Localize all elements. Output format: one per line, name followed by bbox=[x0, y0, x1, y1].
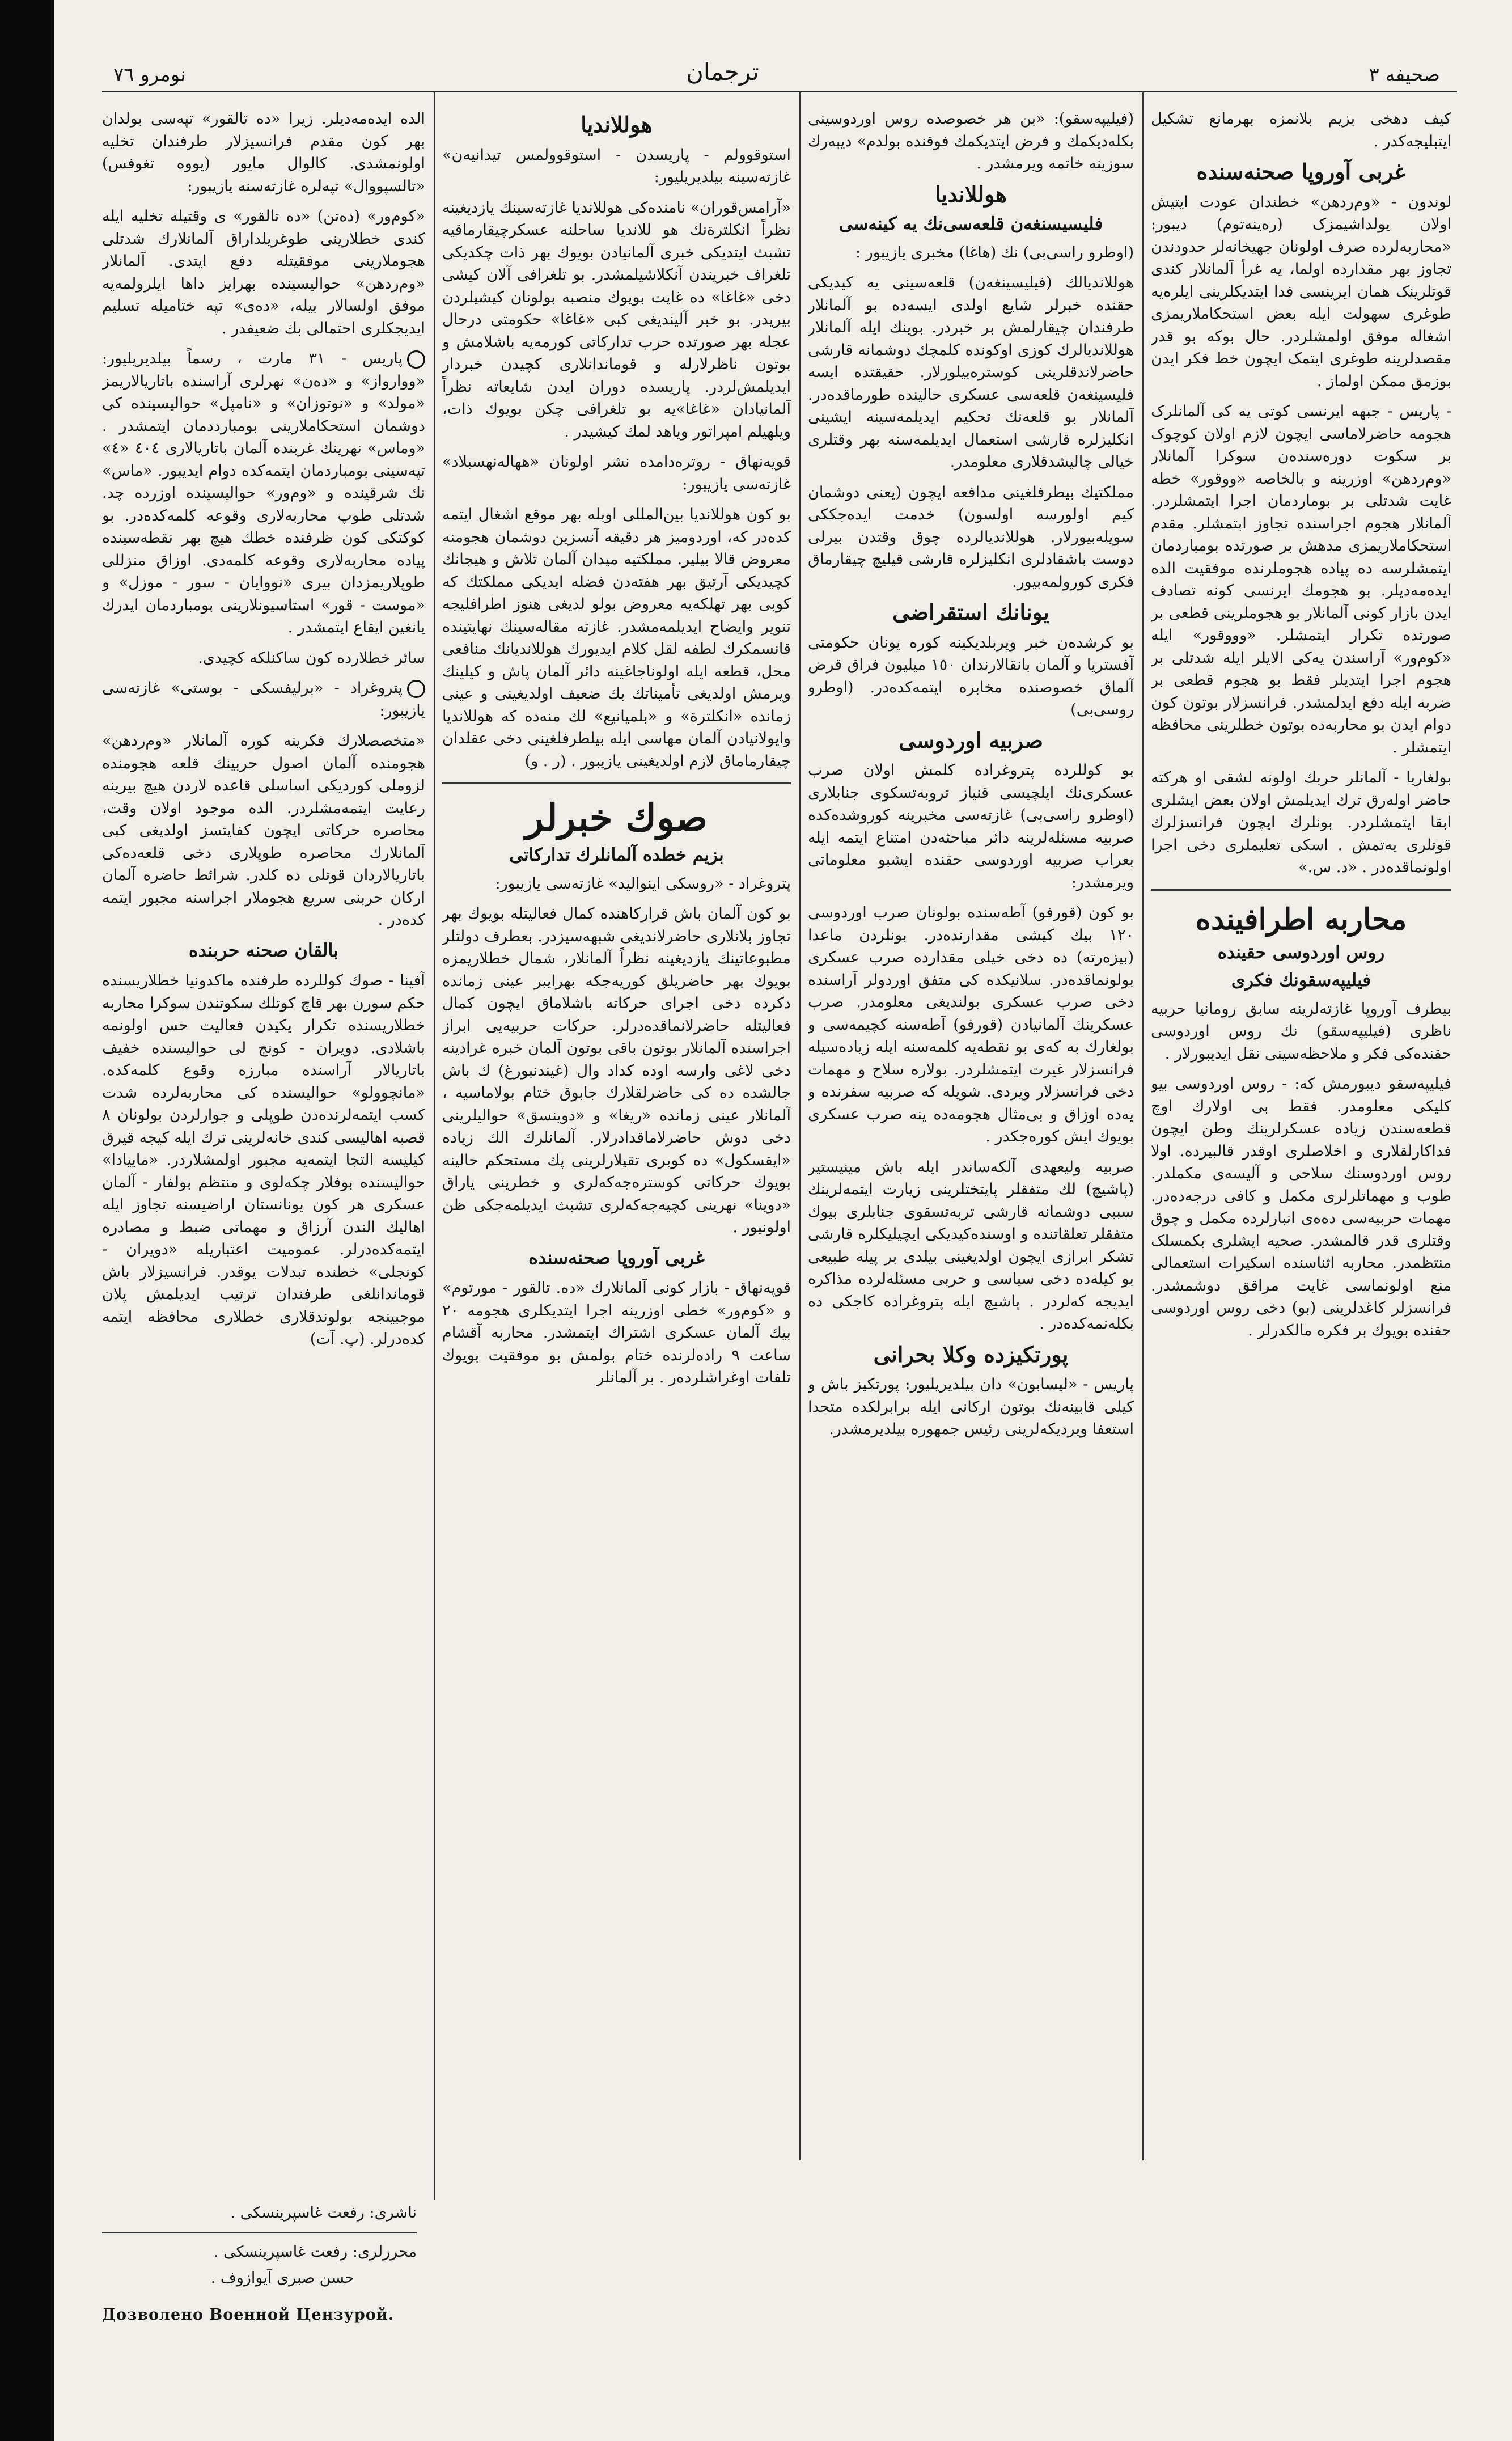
owner-label: ناشری: bbox=[369, 2204, 417, 2222]
section-divider bbox=[442, 782, 791, 784]
article-paragraph: «آرامس‌قوران» نامنده‌کی هوللاندیا غازته‌سینك یازدیغینه نظراً انکلترة‌نك هو للاندیا ساحلنه عسکرچیقارماقیه تشبث ایتدیکی خبری آلمانیادن بویوك بهر ذات چکدیکی تلغراف خبریندن آنکلاشیلمشدر. بو تلغرافی آلان کیشی دخی «غاغا» ده غایت بویوك منصبه بولونان کیشیلردن بیریدر. بو خبر آلیندیغی کبی «غاغا» حکومتی درحال عجله بهر صورتده حرب تدارکاتی کورمه‌یه باشلامش و بوتون ناظرلارله و قوماندانلاری کچیدن خبردار ایدیلمش‌لردر. پاریسده دوران ایدن شایعاته نظراً آلمانیادان «غاغا»یه بو تلغرافی چکن بویوك ذات، ویلهیلم امپراتور ویاهد لمك کیشیدر . bbox=[442, 198, 791, 441]
column-2 bbox=[808, 108, 1134, 2257]
article-paragraph bbox=[102, 348, 425, 639]
article-paragraph: لوندون - «وم‌ردهن» خطندان عودت ایتیش اولان یولداشیمزک (ره‌ینه‌توم) دیبور: «محاربه‌لرده صرف اولونان جهیخانه‌لر حدودندن تجاوز بهر مقدارده اولما، یه غرأ آلمانلار کندی قوتلرینک همان ایرینسی فدا ایتدیکلرینی ایلره‌یه طوغری سهولت ایله بعض استحکاملاریمزی اشغاله موفق اولمشلردر. حال بوکه بو قدر مقصدلرینه طوغری ایتمک ایچون خط فکر ایدن بوزمق ممکن اولماز . bbox=[1151, 193, 1451, 390]
war-subheading: فیلیپه‌سقونك فکری bbox=[1231, 970, 1371, 991]
section-heading: یونانك استقراضی bbox=[892, 599, 1049, 625]
article-paragraph: هوللاندیالك (فیلیسینغه‌ن) قلعه‌سینی یه کیدیکی حقنده خبرلر شایع اولدی ایسه‌ده بو آلمانلار طرفندان چیقارلمش بر خبردر. بوینك ایله آلمانلار هوللاندیالرك کوزی اوکونده کلمچك دوشمانه قارشی حاضرلاندقلرینی کوستره‌بیلورلار. حقیقتده ایسه فلیسینغه‌ن قلعه‌سی عسکری حالینده طورماقده‌در. آلمانلار بو قلعه‌نك تحکیم ایدیلمه‌سینه ایشینی انکلیزلره قارشی استعمال ایدیلمه‌سنه بهر وقتلری خیالی چالیشدقلاری معلومدر. bbox=[808, 274, 1134, 471]
article-paragraph: بولغاریا - آلمانلر حربك اولونه لشقی او هرکته حاضر اوله‌رق ترك ایدیلمش اولان بعض ایشلری ابقا ایتمشلردر. بونلرك ایچون فرانسزلرك قوتلری یه‌تمش . اسکی تعلیملری دخی اجرا اولونماقده‌در . «د. س.» bbox=[1151, 769, 1451, 876]
header-rule bbox=[102, 91, 1457, 92]
issue-number: نومرو ٧٦ bbox=[113, 64, 186, 86]
censorship-notice: Дозволено Военной Цензурой. bbox=[102, 2306, 395, 2324]
section-heading: هوللاندیا bbox=[935, 181, 1007, 207]
article-paragraph: (فیلیپه‌سقو): «بن هر خصوصده روس اوردوسینی بکله‌دیکمك و فرض ایتدیکمك فوقنده بولدم» دیبه‌رك سوزینه خاتمه ویرمشدر . bbox=[808, 110, 1134, 172]
column-3 bbox=[442, 108, 791, 2257]
editor-name: حسن صبری آیوازوف . bbox=[210, 2269, 354, 2287]
section-subheading: فلیسیسنغه‌ن قلعه‌سی‌نك یه کینه‌سی bbox=[838, 214, 1103, 234]
scan-black-edge bbox=[0, 0, 54, 2441]
article-paragraph: بیطرف آوروپا غازته‌لرینه سابق رومانیا حربیه ناظری (فیلیپه‌سقو) نك روس اوردوسی حقنده‌کی فکر و ملاحظه‌سینی نقل ایدیبورلار . bbox=[1151, 1000, 1451, 1063]
war-heading: محاربه اطرافینده bbox=[1195, 902, 1407, 937]
section-subheading: بزیم خطده آلمانلرك تدارکاتی bbox=[509, 845, 724, 865]
dispatch-marker-icon bbox=[407, 680, 425, 698]
article-paragraph: «متخصصلارك فکرینه کوره آلمانلار «وم‌ردهن» هجومنده آلمان اصول حربینك قلعه هجومنده لزوملی کوردیکی اساسلی قاعده لاردن هیچ بیرینه رعایت ایتمه‌مشلردر. الده موجود اولان وقت، محاصره حرکاتی ایچون کفایتسز اولدیغی کبی آلمانلارك محاصره طوپلاری دخی قلعه‌ده‌کی باتاریالاردان قوتلی ده کلدر. شرائط حاضره آلمان ارکان حربنی سریع هجوملار اجراسنه مجبور ایتمه کده‌در . bbox=[102, 732, 425, 929]
page-header bbox=[102, 51, 1451, 91]
article-paragraph: پاریس - «لیسابون» دان بیلدیریلیور: پورتکیز باش و کیلی قابینه‌نك بوتون ارکانی ایله برابرلکده متحدا استعفا ویردیکه‌لرینی رئیس جمهوره بیلدیرمشدر. bbox=[808, 1376, 1134, 1438]
section-heading: پورتکیزده وکلا بحرانی bbox=[873, 1341, 1069, 1367]
column-4 bbox=[102, 108, 425, 2183]
latest-news-heading: صوك خبرلر bbox=[525, 796, 708, 840]
article-paragraph: سائر خطلارده کون ساکنلکه کچیدی. bbox=[198, 649, 425, 667]
column-rule bbox=[434, 91, 435, 2200]
article-paragraph: استوقوولم - پاریسدن - استوقوولمس تیدانیه‌ن» غازته‌سینه بیلدیریلیور: bbox=[442, 146, 791, 186]
article-paragraph: بو کون (قورفو) آطه‌سنده بولونان صرب اوردوسی ١٢٠ بیك کیشی مقدارنده‌در. بونلردن ماعدا (بیزه‌رته) ده دخی خیلی مقدارده صرب عسکری بولونماقده‌در. سلانیکده کی متفق اوردولر آراسنده دخی صرب عسکری بولندیغی معلومدر. صرب عسکرینك آلمانیادن (قورفو) آطه‌سنه کچیمه‌سی و بولغارك به که‌ی بو نقطه‌یه کلمه‌سنه ایله زیاده‌سیله فرانسزلار غیرت ایتمشلردر. بولاره سلاح و مهمات دخی فرانسزلار ویردی. شویله که صربیه سفرنده و یه‌ده اوزاق و بی‌مثال هجومه‌ده ینه صرب عسکری بویوك ایش کوره‌جکدر . bbox=[808, 904, 1134, 1145]
article-paragraph: بو کون هوللاندیا بین‌المللی اوبله بهر موقع اشغال ایتمه کده‌در که، اوردومیز هر دقیقه آنسزین دوشمان هجومنه معروض قالا بیلیر. مملکتیه میدان آلمان تلاش و هیجانك کچیدیکی آرتیق بهر هفته‌دن فضله ایدیکی مملکتك که کوبی بهر تهلکه‌یه معروض بولو لدیغی هنوز اطرافلیجه تنویر وایضاح ایدیلمه‌مشدر. غازته مقاله‌سینك نهایتینده قانسمکرك لطفه لقل کلام ایدیورك هوللاندیانك منافعی محل، قطعه ایله اولوناجاغینه دائر آلمان پاش و کیلینك ویرمش اولدیغی تأمیناتك بك ضعیف اولدیغینی و عینی زمانده «انکلترة» و «بلمیانیع» لك منه‌ده که هوللاندیا وایولانیادن آلمان مهاسی ایله بیلطرفلغینی دخی عقلدان چیقارماماق لازم اولدیغینی یازیبور . (ر . و) bbox=[442, 506, 791, 770]
article-paragraph: بو کوللرده پتروغراده کلمش اولان صرب عسکری‌نك ایلچیسی قنیاز تروبه‌تسکوی جنابلاری (اوطرو راسی‌بی) غازته‌سی مخبرینه کوروشده‌کده صربیه مسئله‌لرینه دائر مباحثه‌دن امتناع ایتمه ایله بعراب صربیه اوردوسی حقنده ایشبو معلوماتی ویرمشدر: bbox=[808, 762, 1134, 891]
article-paragraph: آفینا - صوك کوللرده طرفنده ماکدونیا خطلاریسنده حکم سورن بهر قاچ کوتلك سکوتندن سوکرا محاربه خطلاریسنده تکرار یکیدن فعالیت حس اولونمه باشلادی. دویران - کونج لی حوالیسنده خفیف باتاریالار آراسنده مبارزه وقوع کلمه‌کده. «مانچوولو» حوالیسنده کی محاربه‌لرده شدت کسب ایتمه‌لرنده‌دن طوپلی و جوارلردن بولونان ٨ قصبه اهالیسی کندی خانه‌لرینی ترك ایله کیجه قیرق کیلیسه التجا ایتمه‌یه مجبور اولمشلاردر. «ماییادا» حوالیسنده بوفلار چکه‌لوی و منتظم بولفار - آلمان عسکری هر کون یونانستان اراضیسنه تجاوز ایله اهالیك الندن آرزاق و مهماتی ضبط و مصادره ایتمه‌کده‌درلر. عمومیت اعتباریله «دویران - کونجلی» خطنده تبدلات یوقدر. فرانسیزلار باش قوماندانلغی طرفندان ترتیب ایدیلمش پلان موجبینجه بولوندقلاری خطلاری محافظه ایتمه کده‌درلر. (پ. آت) bbox=[102, 972, 425, 1348]
section-heading: غربی آوروپا صحنه‌سنده bbox=[528, 1246, 705, 1268]
section-heading: غربی آوروپا صحنه‌سنده bbox=[1196, 159, 1406, 184]
publisher-footer bbox=[102, 2200, 417, 2324]
article-paragraph: «کوم‌ور» (ده‌تن) «ده تالقور» ی وقتیله تخلیه ایله کندی خطلارینی طوغریلداراق آلمانلارك شدتلی هجوملارینی موفقیتله دفع ایتدی. آلمانلار «وم‌ردهن» حوالیسینده بهرایز داها ایلرولمه‌یه موفق اولسالار بیله، «ده‌ی» تپه ختامیله تسلیم ایدیجکلری احتمالی بك ضعیفدر . bbox=[102, 208, 425, 337]
article-paragraph: صربیه ولیعهدی آلکه‌ساندر ایله باش مینیستیر (پاشیچ) لك متفقلر پایتختلرینی زیارت ایتمه‌لرینك سببی دوشمانه قارشی تربه‌تسقوی جنابلری بیوك متفقلر تعلقاتنده و اوسنده‌کیدیکی ایچیلیکلره قارشی تشکر ابرازی ایچون اولدیغینی بیلدی بر پیله طبیعی بو کیله‌ده دخی سیاسی و حربی مسئله‌لرده مذاکره ایدیجه که‌لردر . پاشیچ ایله پتروغراده کاجکی ده بکله‌نمه‌کده‌در . bbox=[808, 1158, 1134, 1332]
article-paragraph: پتروغراد - «روسکی اینوالید» غازته‌سی یازیبور: bbox=[495, 874, 791, 892]
article-text: پتروغراد - «برلیفسکی - بوستی» غازته‌سی یازیبور: bbox=[102, 679, 425, 720]
article-paragraph: (اوطرو راسی‌بی) نك (هاغا) مخبری یازیبور : bbox=[855, 243, 1134, 261]
war-subheading: روس اوردوسی حقینده bbox=[1217, 942, 1385, 963]
editor-name: رفعت غاسپرینسکی . bbox=[213, 2243, 348, 2261]
article-paragraph: فیلیپه‌سقو دیبورمش که: - روس اوردوسی بیو کلیکی معلومدر. فقط بی اولارك اوچ قطعه‌سندن زیاده عسکرلرینك وطن ایچون فداکارلقلاری و اخلاصلری اوقدر قالبیرده. اولا روس اوردوسنك سلاحی و آلیسه‌ی مکملدر. طوب و مهماتلرلری مکمل و کافی درجه‌ده‌در. مهمات حربیه‌سی ده‌ه‌ی انبارلرده مکمل و چوق وقتلری قدر قالمشدر. صحیه ایشلری بکمسلک منتظمدر. محاربه اثناسنده اسکیرات استعمالی منع اولونماسی غایت مراقق دوشمشدر. فرانسزلر کاغدلرینی (بو) دخی روس اوردوسی حقنده بویوك بر فکره مالكدرلر . bbox=[1151, 1075, 1451, 1339]
newspaper-title: ترجمان bbox=[686, 58, 759, 86]
editors-label: محررلری: bbox=[352, 2243, 417, 2261]
article-paragraph: مملکتیك بیطرفلغینی مدافعه ایچون (یعنی دوشمان کیم اولورسه اولسون) خدمت ایده‌جککی سویله‌بیورلار. هوللاندیالرده چوق وقتدن بیرلی دوست باشقادلری انکلیزلره قارشی قیلیچ چیقارماق فکری کورولمه‌بیور. bbox=[808, 483, 1134, 591]
section-heading: صربیه اوردوسی bbox=[899, 727, 1043, 753]
owner-row bbox=[102, 2200, 417, 2226]
owner-name: رفعت غاسپرینسکی . bbox=[230, 2204, 365, 2222]
article-paragraph: قوپه‌نهاق - بازار کونی آلمانلارك «ده. تالقور - مورتوم» و «کوم‌ور» خطی اوزرینه اجرا ایتدیکلری هجومه ٢٠ بیك آلمان عسکری اشتراك ایتمشدر. محاربه آقشام ساعت ٩ راده‌لرنده ختام بولمش بو موفقیت بویوك تلفات اوغراشلرده‌ر . بر آلمانلر bbox=[442, 1279, 791, 1386]
article-paragraph bbox=[102, 677, 425, 722]
section-heading: بالقان صحنه حربنده bbox=[188, 939, 339, 961]
page-number: صحیفه ۳ bbox=[1369, 64, 1440, 86]
column-rule bbox=[799, 91, 801, 2160]
column-1 bbox=[1151, 108, 1451, 2257]
article-text: پاریس - ۳۱ مارت ، رسماً بیلدیریلیور: «ووارواز» و «ده‌ن» نهرلری آراسنده باتاریالاریمز «مولد» و «نوتوزان» و «نامپل» حوالیسینده کی دوشمان استحکاملارینی بومبارددمان ایتمشدر . «وماس» نهرینك غربنده آلمان باتاریالاری ٤٠٤ «٤» تپه‌سینی بومباردمان ایتمه‌کده دوام ایدیبور. «ماس» نك شرقینده و «وم‌ور» حوالیسینده اوزرده چد. شدتلی طوپ محاربه‌لاری وقوعه کلمه‌کده‌در. بو کوکتکی کون ظرفنده خطك هیچ بهر نقطه‌سینده پیاده محاربه‌لاری وقوعه کلمه‌دی. اوزاق منزللی طوپلاریمزدان بیری «نووایان - سور - موزل» و «موست - قور» استاسیونلارینی بومباردمان ایدرك یانغین ایقاع ایتمشدر . bbox=[102, 350, 425, 636]
article-paragraph: - پاریس - جبهه ایرنسی کوتی یه کی آلمانلرک هجومه حاضرلاماسی ایچون لازم اولان کوچوک بر سکوت دوره‌سنده‌ن سوکرا آلمانلار «وم‌ردهن» اوزرینه و بالخاصه «ووقور» خطه غایت شدتلی بر بوماردمان اجرا ایتمشلردر. آلمانلار هجوم اجراسنده تجاوز ابتمشلر. مقدم استحکاملاریمزی مدهش بر صورتده بومباردمان ایتمشلرسه ده پیاده هجوملرنده موفقیت الده ایده‌مه‌دیلر. بو هجومك ایرنسی کونه تصادف ایدن بازار کونی آلمانلار بو هجوملرینی قطعی بر صورتده تکرار ایتمشلر. «وووقور» ایله «کوم‌ور» آراسندن یه‌کی الایلر ایله شدتلی بر هجوم اجرا ایتدیلر فقط بو هجوم قطعی بر ضربه ایله دفع ایدلمشدر. فرانسزلار بوتون کون دوام ایدن بو محاربه‌ده بوتون خطلرینی محافظه ایتمشلر . bbox=[1151, 403, 1451, 756]
column-rule bbox=[1142, 91, 1144, 2160]
article-paragraph: بو کرشده‌ن خبر ویربلدیکینه کوره یونان حکومتی آفستریا و آلمان بانقالارندان ١٥٠ میلیون فراق قرض آلماق خصوصنده مخابره ایتمه‌کده‌در. (اوطرو روسی‌بی) bbox=[808, 633, 1134, 718]
editors-row bbox=[102, 2239, 417, 2265]
editors-row bbox=[102, 2265, 417, 2291]
dispatch-marker-icon bbox=[407, 350, 425, 369]
section-divider bbox=[1151, 889, 1451, 891]
footer-divider bbox=[102, 2232, 417, 2233]
article-paragraph: بو کون آلمان باش قرارکاهنده کمال فعالیتله بویوك بهر تجاوز بلانلاری حاضرلاندیغی شبهه‌سیزدر. بعطرف دولتلر مطبوعاتینك یازدیغینه نظراً آلمانلار، شمال خطلاریمزه بویوك بهر حاضریلق کوریه‌جکه بهرایبر عینی زمانده دکرده دخی اجرای حرکاته باشلاماق ایچون کمال فعالیتله حاضرلانماقده‌درلر. حرکات حربیه‌یی ابراز اجراسنده آلمانلار بوتون باقی بوتون آلمان خبره غراد‌ینه دخی لاغی وارسه اوده کداد وال (غیندنبورغ) ك باش جالشده ده کی حاضرلقلارك جابوق ختام بولاماسیه ، آلمانلار عینی زمانده «ریغا» و «دوینسق» حوالیلرینی دخی دوش حاضرلاماقدادرلار. آلمانلرك الك زیاده «ایقسکول» ده کوبری تقیلارلرینی پك مستحکم حالینه بویوك حرکاتی کوستره‌جه‌که‌لری و خطرینی یاراق «دوینا» نهرینی کچیه‌جه‌که‌لری تشبث ایدیلمه‌جکی ظن اولونیور . bbox=[442, 905, 791, 1236]
section-heading: هوللاندیا bbox=[581, 112, 653, 137]
article-paragraph: الده ایده‌مه‌دیلر. زیرا «ده‌ تالقور» تپه‌سی بولدان بهر کون مقدم فرانسیزلار طرفندان تخلیه اولونمشدی. کالوال مایور (یووه‌ تغوفس) «تالسپووال» تپه‌لره غازته‌سنه یازیبور: bbox=[102, 110, 425, 195]
column-intro: کیف دهخی بزیم بلانمزه بهرمانع تشکیل ایتبلیجه‌کدر . bbox=[1151, 110, 1451, 150]
article-paragraph: قویه‌نهاق - روتره‌دامده نشر اولونان «ههاله‌نهسبلاد» غازته‌سی یازیبور: bbox=[442, 453, 791, 493]
